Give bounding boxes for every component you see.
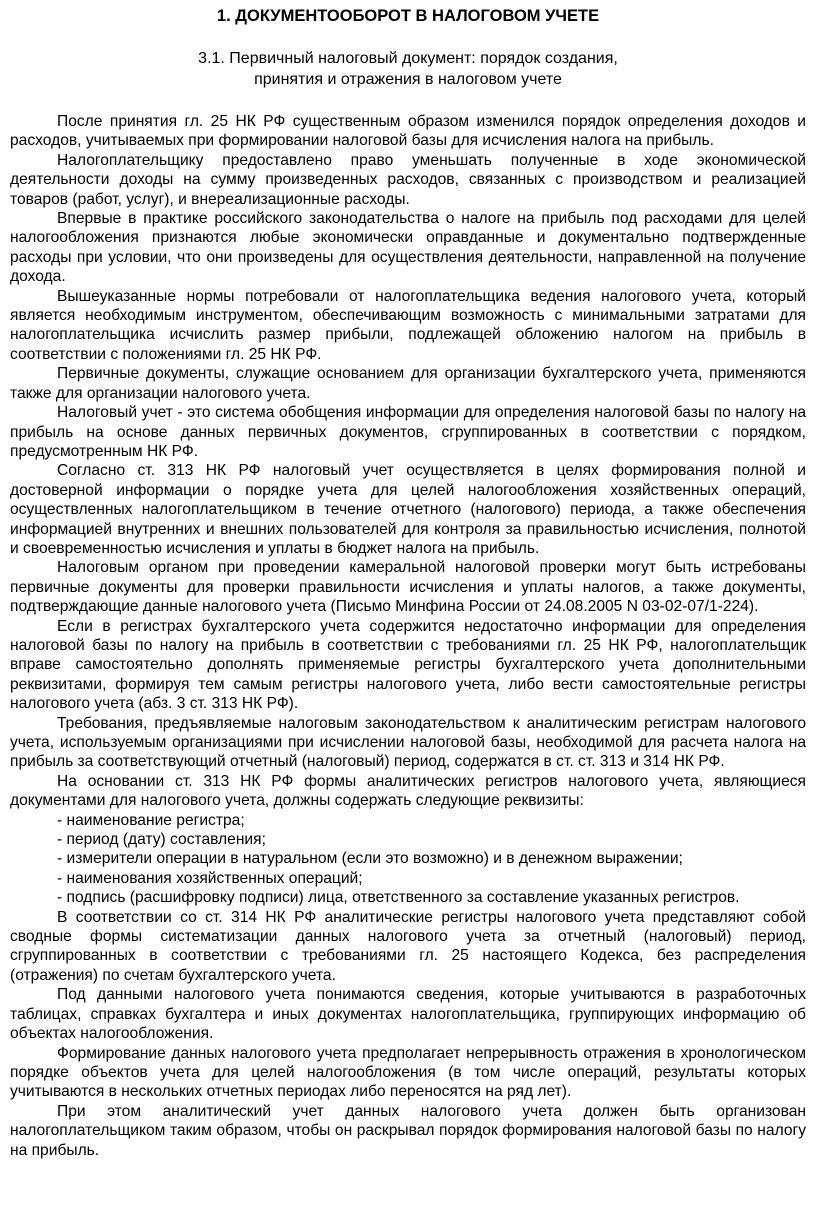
paragraph-15: При этом аналитический учет данных налогового учета должен быть организован налогоплательщиком таким образом, чтобы он раскрывал порядок формирования налоговой базы по налогу на прибыль. [10, 1102, 806, 1159]
list-item: - наименование регистра; [57, 811, 245, 829]
section-subtitle [10, 48, 806, 90]
document-title: 1. ДОКУМЕНТООБОРОТ В НАЛОГОВОМ УЧЕТЕ [216, 7, 600, 25]
paragraph-4: Вышеуказанные нормы потребовали от налогоплательщика ведения налогового учета, который является необходимым инструментом, обеспечивающим возможность с минимальными затратами для налогоплательщика исчислить размер прибыли, подлежащей обложению налогом на прибыль в соответствии с положениями гл. 25 НК РФ. [10, 287, 806, 363]
paragraph-12: В соответствии со ст. 314 НК РФ аналитические регистры налогового учета представляют собой сводные формы систематизации данных налогового учета за отчетный (налоговый) период, сгруппированных в соответствии с требованиями гл. 25 настоящего Кодекса, без распределения (отражения) по счетам бухгалтерского учета. [10, 908, 806, 984]
subtitle-line-2: принятия и отражения в налоговом учете [254, 71, 562, 88]
paragraph-3: Впервые в практике российского законодательства о налоге на прибыль под расходами для целей налогообложения признаются любые экономически оправданные и документально подтвержденные расходы при условии, что они произведены для осуществления деятельности, направленной на получение дохода. [10, 210, 806, 286]
paragraph-11: На основании ст. 313 НК РФ формы аналитических регистров налогового учета, являющиеся документами для налогового учета, должны содержать следующие реквизиты: [10, 772, 806, 810]
list-item: - измерители операции в натуральном (если это возможно) и в денежном выражении; [57, 850, 683, 868]
list-item: - наименования хозяйственных операций; [57, 869, 363, 887]
paragraph-6: Налоговый учет - это система обобщения информации для определения налоговой базы по налогу на прибыль на основе данных первичных документов, сгруппированных в соответствии с порядком, предусмотренным НК РФ. [10, 404, 806, 460]
paragraph-7: Согласно ст. 313 НК РФ налоговый учет осуществляется в целях формирования полной и достоверной информации о порядке учета для целей налогообложения хозяйственных операций, осуществленных налогоплательщиком в течение отчетного (налогового) периода, а также обеспечения информацией внутренних и внешних пользователей для контроля за правильностью исчисления, полнотой и своевременностью исчисления и уплаты в бюджет налога на прибыль. [10, 462, 806, 557]
document-page [10, 6, 806, 1160]
requisites-list [10, 811, 806, 908]
paragraph-10: Требования, предъявляемые налоговым законодательством к аналитическим регистрам налогового учета, используемым организациями при исчислении налоговой базы, необходимой для расчета налога на прибыль за соответствующий отчетный (налоговый) период, содержатся в ст. ст. 313 и 314 НК РФ. [10, 714, 806, 771]
paragraph-1: После принятия гл. 25 НК РФ существенным образом изменился порядок определения доходов и расходов, учитываемых при формировании налоговой базы для исчисления налога на прибыль. [10, 113, 806, 150]
paragraph-8: Налоговым органом при проведении камеральной налоговой проверки могут быть истребованы первичные документы для проверки правильности исчисления и уплаты налогов, а также документы, подтверждающие данные налогового учета (Письмо Минфина России от 24.08.2005 N 03-02-07/1-224). [10, 559, 806, 616]
list-item: - период (дату) составления; [57, 831, 266, 849]
paragraph-5: Первичные документы, служащие основанием для организации бухгалтерского учета, применяются также для организации налогового учета. [10, 365, 806, 402]
paragraph-14: Формирование данных налогового учета предполагает непрерывность отражения в хронологическом порядке объектов учета для целей налогообложения (в том числе операций, результаты которых учитываются в нескольких отчетных периодах либо переносятся на ряд лет). [10, 1044, 806, 1101]
subtitle-line-1: 3.1. Первичный налоговый документ: порядок создания, [198, 50, 618, 67]
list-item: - подпись (расшифровку подписи) лица, ответственного за составление указанных регистров. [57, 889, 740, 907]
paragraph-13: Под данными налогового учета понимаются сведения, которые учитываются в разработочных таблицах, справках бухгалтера и иных документах налогоплательщика, группирующих информацию об объектах налогообложения. [10, 986, 806, 1043]
paragraph-2: Налогоплательщику предоставлено право уменьшать полученные в ходе экономической деятельности доходы на сумму произведенных расходов, связанных с производством и реализацией товаров (работ, услуг), и внереализационные расходы. [10, 151, 806, 208]
paragraph-9: Если в регистрах бухгалтерского учета содержится недостаточно информации для определения налоговой базы по налогу на прибыль в соответствии с требованиями гл. 25 НК РФ, налогоплательщик вправе самостоятельно дополнять применяемые регистры бухгалтерского учета дополнительными реквизитами, формируя тем самым регистры налогового учета, либо вести самостоятельные регистры налогового учета (абз. 3 ст. 313 НК РФ). [10, 617, 806, 713]
